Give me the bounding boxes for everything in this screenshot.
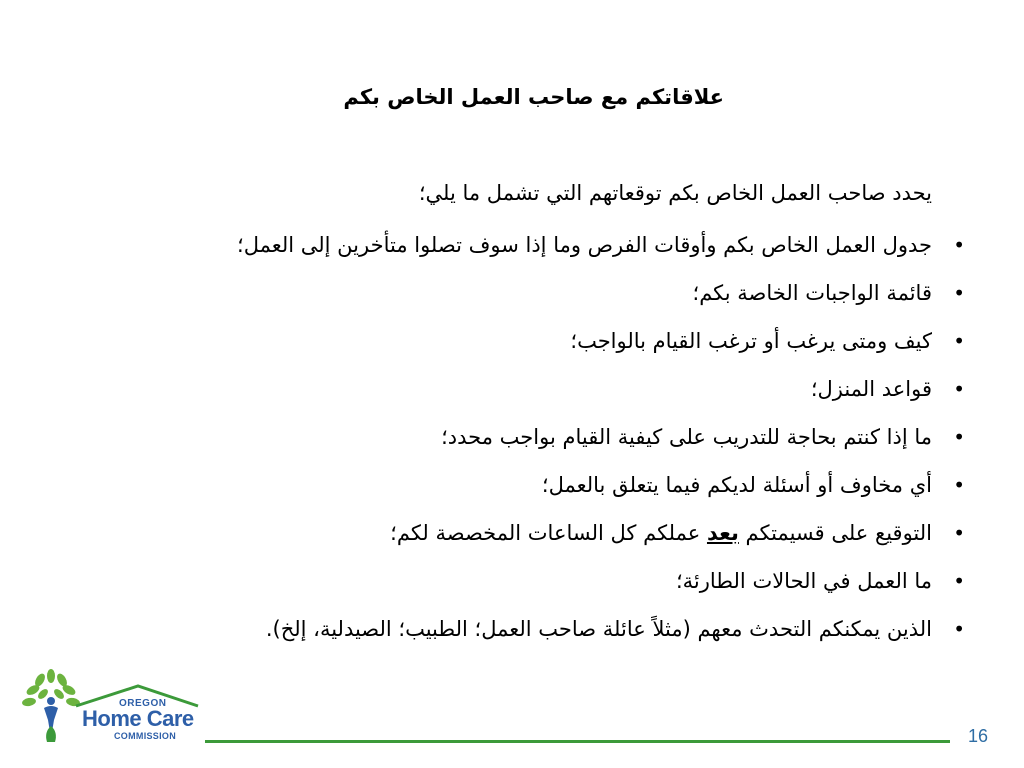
bullet-icon: •	[953, 425, 965, 449]
list-item-text: جدول العمل الخاص بكم وأوقات الفرص وما إذا سوف تصلوا متأخرين إلى العمل؛	[237, 233, 932, 257]
list-item-text-pre: التوقيع على قسيمتكم	[738, 521, 932, 545]
bullet-icon: •	[953, 233, 965, 257]
bullet-icon: •	[953, 473, 965, 497]
list-item	[32, 516, 965, 564]
list-item	[32, 324, 965, 372]
list-item-text-post: عملكم كل الساعات المخصصة لكم؛	[390, 521, 707, 545]
list-item	[32, 372, 965, 420]
list-item-text: قائمة الواجبات الخاصة بكم؛	[692, 281, 932, 305]
bullet-icon: •	[953, 329, 965, 353]
list-item	[32, 564, 965, 612]
list-item	[32, 420, 965, 468]
slide-title: علاقاتكم مع صاحب العمل الخاص بكم	[343, 85, 724, 109]
bullet-icon: •	[953, 617, 965, 641]
logo-oregon-text: OREGON	[119, 698, 167, 709]
list-item-text: كيف ومتى يرغب أو ترغب القيام بالواجب؛	[570, 329, 932, 353]
tree-icon	[21, 669, 80, 742]
list-item-text: الذين يمكنكم التحدث معهم (مثلاً عائلة صاحب العمل؛ الطبيب؛ الصيدلية، إلخ).	[265, 617, 932, 641]
page-number: 16	[968, 726, 989, 746]
logo-commission-text: COMMISSION	[114, 731, 177, 741]
list-item	[32, 228, 965, 276]
bullet-list	[32, 228, 965, 660]
list-item	[32, 468, 965, 516]
bullet-icon: •	[953, 521, 965, 545]
list-item-text: ما إذا كنتم بحاجة للتدريب على كيفية القيام بواجب محدد؛	[441, 425, 932, 449]
list-item-text: أي مخاوف أو أسئلة لديكم فيما يتعلق بالعمل؛	[541, 473, 932, 497]
list-item	[32, 276, 965, 324]
emphasis-word: بعد	[706, 521, 739, 545]
list-item-text: ما العمل في الحالات الطارئة؛	[675, 569, 932, 593]
footer-divider	[205, 740, 950, 743]
intro-text: يحدد صاحب العمل الخاص بكم توقعاتهم التي تشمل ما يلي؛	[418, 181, 932, 205]
logo-main-text: Home Care	[82, 706, 194, 731]
bullet-icon: •	[953, 569, 965, 593]
list-item	[32, 612, 965, 660]
bullet-icon: •	[953, 377, 965, 401]
list-item-text: قواعد المنزل؛	[810, 377, 932, 401]
bullet-icon: •	[953, 281, 965, 305]
